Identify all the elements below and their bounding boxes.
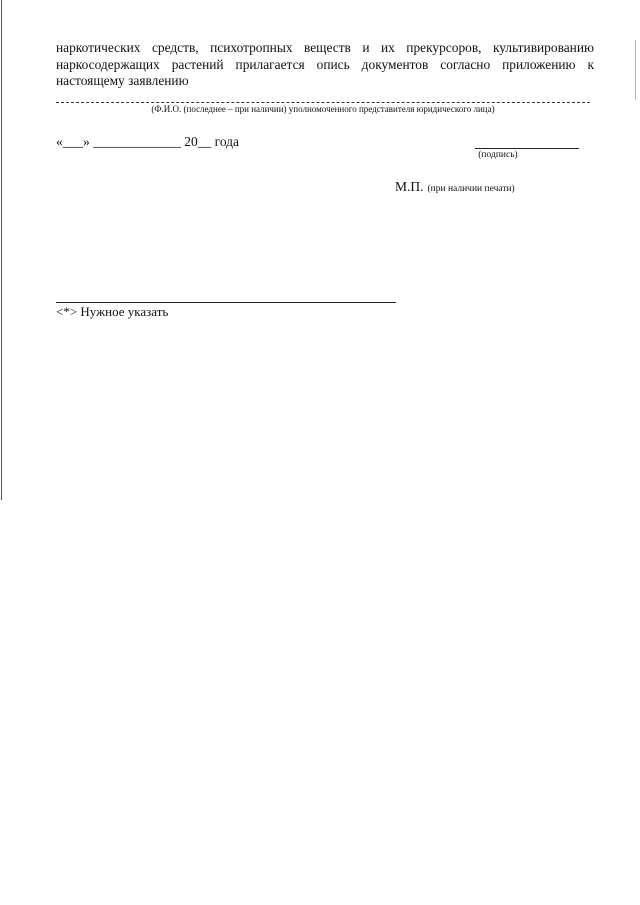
stamp-row [395,178,515,196]
footnote-text: <*> Нужное указать [56,304,169,319]
fio-caption: (Ф.И.О. (последнее – при наличии) уполномоченного представителя юридического лица) [151,104,495,114]
stamp-note: (при наличии печати) [427,184,515,194]
fio-underline [56,102,590,103]
scan-right-edge [635,40,636,100]
footnote-separator [56,302,396,303]
signature-underline [475,148,579,149]
date-line: «___» _____________ 20__ года [56,134,240,149]
stamp-label: М.П. [395,179,424,194]
body-paragraph: наркотических средств, психотропных веществ и их прекурсоров, культивированию наркосодержащих растений прилагается опись документов согласно приложению к настоящему заявлению [56,40,594,88]
scan-left-edge [1,0,2,500]
signature-caption: (подпись) [478,150,518,160]
